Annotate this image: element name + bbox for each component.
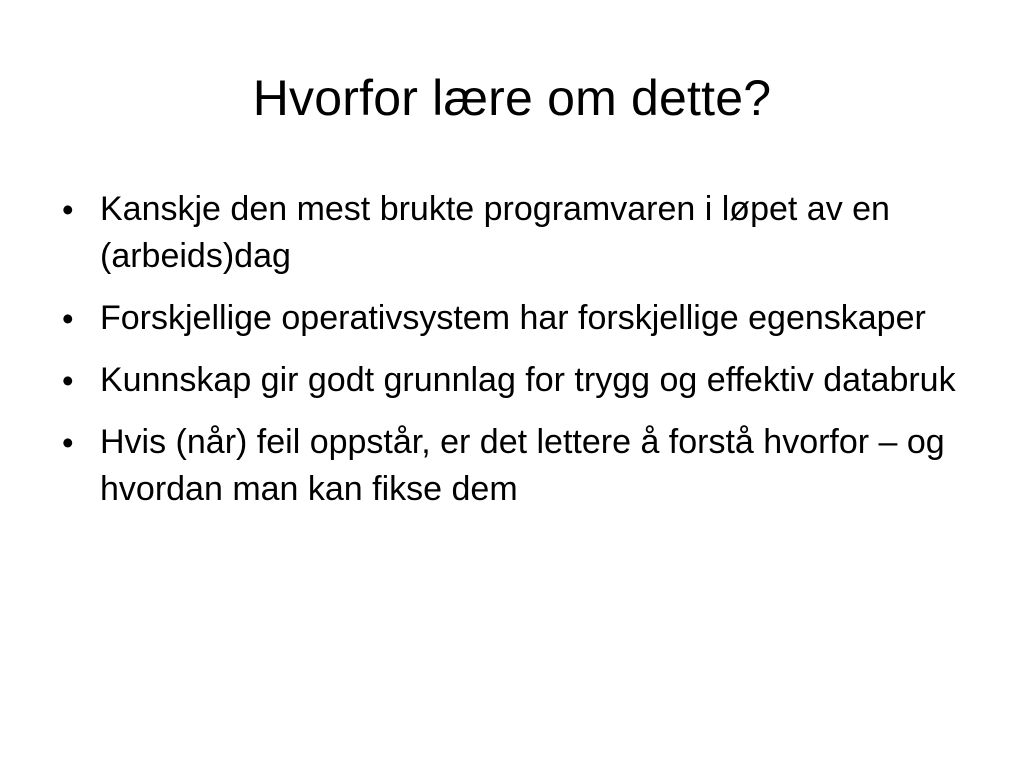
slide-title: Hvorfor lære om dette?: [252, 70, 772, 126]
bullet-text: Hvis (når) feil oppstår, er det lettere å forstå hvorfor – og hvordan man kan fikse dem: [100, 423, 945, 508]
bullet-text: Kanskje den mest brukte programvaren i løpet av en (arbeids)dag: [100, 190, 890, 275]
bullet-item: [56, 186, 986, 280]
bullet-text: Kunnskap gir godt grunnlag for trygg og effektiv databruk: [100, 361, 956, 399]
bullet-item: [56, 295, 986, 342]
bullet-point-icon: •: [62, 424, 74, 461]
bullet-point-icon: •: [62, 300, 74, 337]
bullet-item: [56, 357, 986, 404]
bullet-point-icon: •: [62, 191, 74, 228]
bullet-item: [56, 419, 986, 513]
bullet-text: Forskjellige operativsystem har forskjellige egenskaper: [100, 299, 926, 337]
bullet-point-icon: •: [62, 362, 74, 399]
bullet-list: [56, 186, 986, 528]
